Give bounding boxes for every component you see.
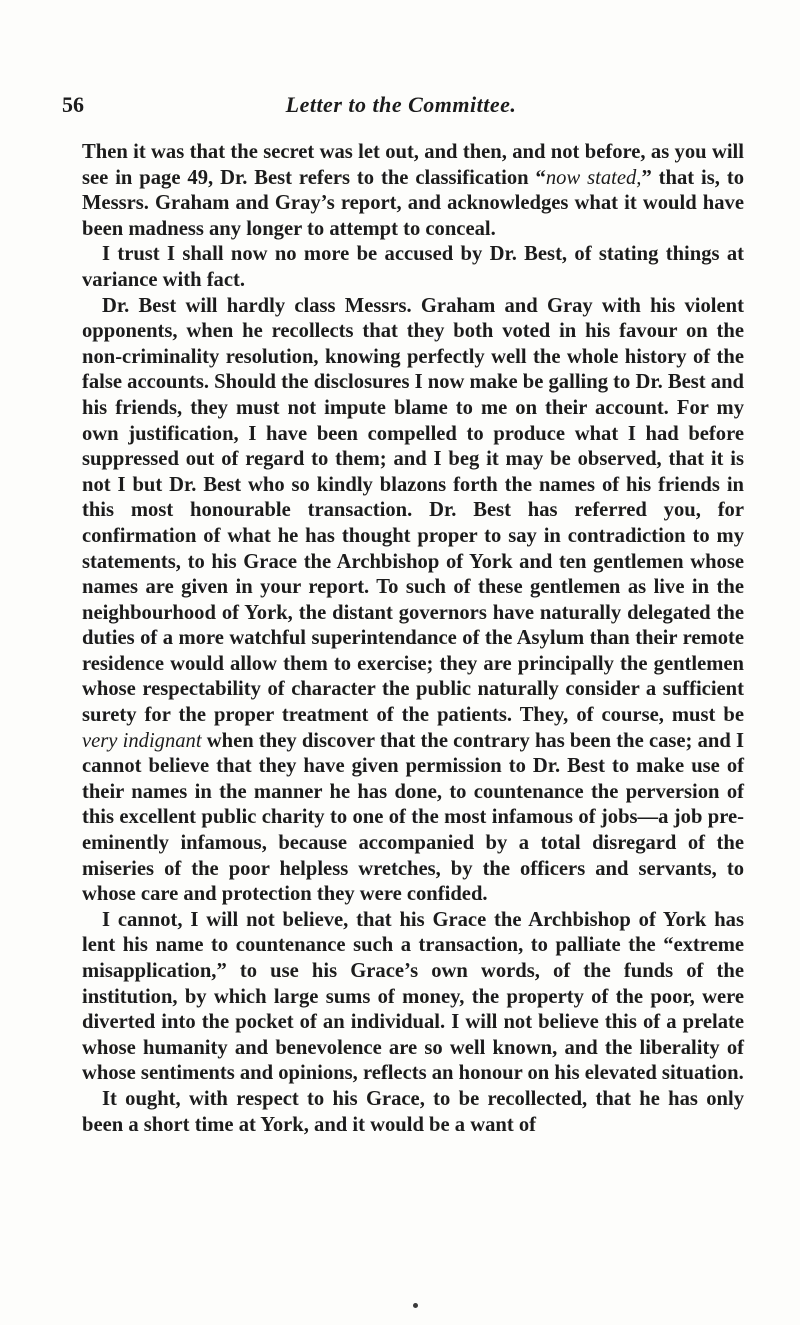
- paragraph: [82, 908, 744, 1087]
- emphasis-text: very indignant: [82, 729, 202, 752]
- paragraph: [82, 242, 744, 293]
- paragraph-text: I cannot, I will not believe, that his Grace the Archbishop of York has lent his name to countenance such a transaction, to palliate the “extreme misapplication,” to use his Grace’s own words, of the funds of the institution, by which large sums of money, the property of the poor, were diverted into the pocket of an individual. I will not believe this of a prelate whose humanity and benevolence are so well known, and the liberality of whose sentiments and opinions, reflects an honour on his elevated situation.: [82, 908, 744, 1085]
- paragraph: [82, 1087, 744, 1138]
- paragraph-text: Dr. Best will hardly class Messrs. Graham and Gray with his violent opponents, when he recollects that they both voted in his favour on the non-criminality resolution, knowing perfectly well the whole history of the false accounts. Should the disclosures I now make be galling to Dr. Best and his friends, they must not impute blame to me on their account. For my own justification, I have been compelled to produce what I had before suppressed out of regard to them; and I beg it may be observed, that it is not I but Dr. Best who so kindly blazons forth the names of his friends in this most honourable transaction. Dr. Best has referred you, for confirmation of what he has thought proper to say in contradiction to my statements, to his Grace the Archbishop of York and ten gentlemen whose names are given in your report. To such of these gentlemen as live in the neighbourhood of York, the distant governors have naturally delegated the duties of a more watchful superintendance of the Asylum than their remote residence would allow them to exercise; they are principally the gentlemen whose respectability of character the public naturally consider a sufficient surety for the proper treatment of the patients. They, of course, must be: [82, 294, 744, 727]
- page-header: [62, 92, 740, 132]
- body-text: [82, 140, 744, 1138]
- ink-speck: [413, 1303, 418, 1308]
- paragraph-text: Then it was that the secret was let out, and then, and not before, as you will see in page 49, Dr. Best refers to the classification “: [82, 141, 744, 189]
- running-title: Letter to the Committee.: [285, 92, 517, 117]
- paragraph: [82, 294, 744, 908]
- paragraph-text: It ought, with respect to his Grace, to be recollected, that he has only been a short time at York, and it would be a want of: [82, 1087, 744, 1136]
- paragraph-text: when they discover that the contrary has been the case; and I cannot believe that they have given permission to Dr. Best to make use of their names in the manner he has done, to countenance the perversion of this excellent public charity to one of the most infamous of jobs—a job pre-eminently infamous, because accompanied by a total disregard of the miseries of the poor helpless wretches, by the officers and servants, to whose care and protection they were confided.: [82, 729, 744, 906]
- emphasis-text: now stated,: [545, 166, 642, 189]
- page-number: 56: [62, 92, 84, 117]
- paragraph-text: I trust I shall now no more be accused by Dr. Best, of stating things at variance with fact.: [82, 243, 744, 291]
- paragraph: [82, 140, 744, 242]
- paragraph-text: ” that is, to Messrs. Graham and Gray’s report, and acknowledges what it would have been madness any longer to attempt to conceal.: [82, 166, 744, 240]
